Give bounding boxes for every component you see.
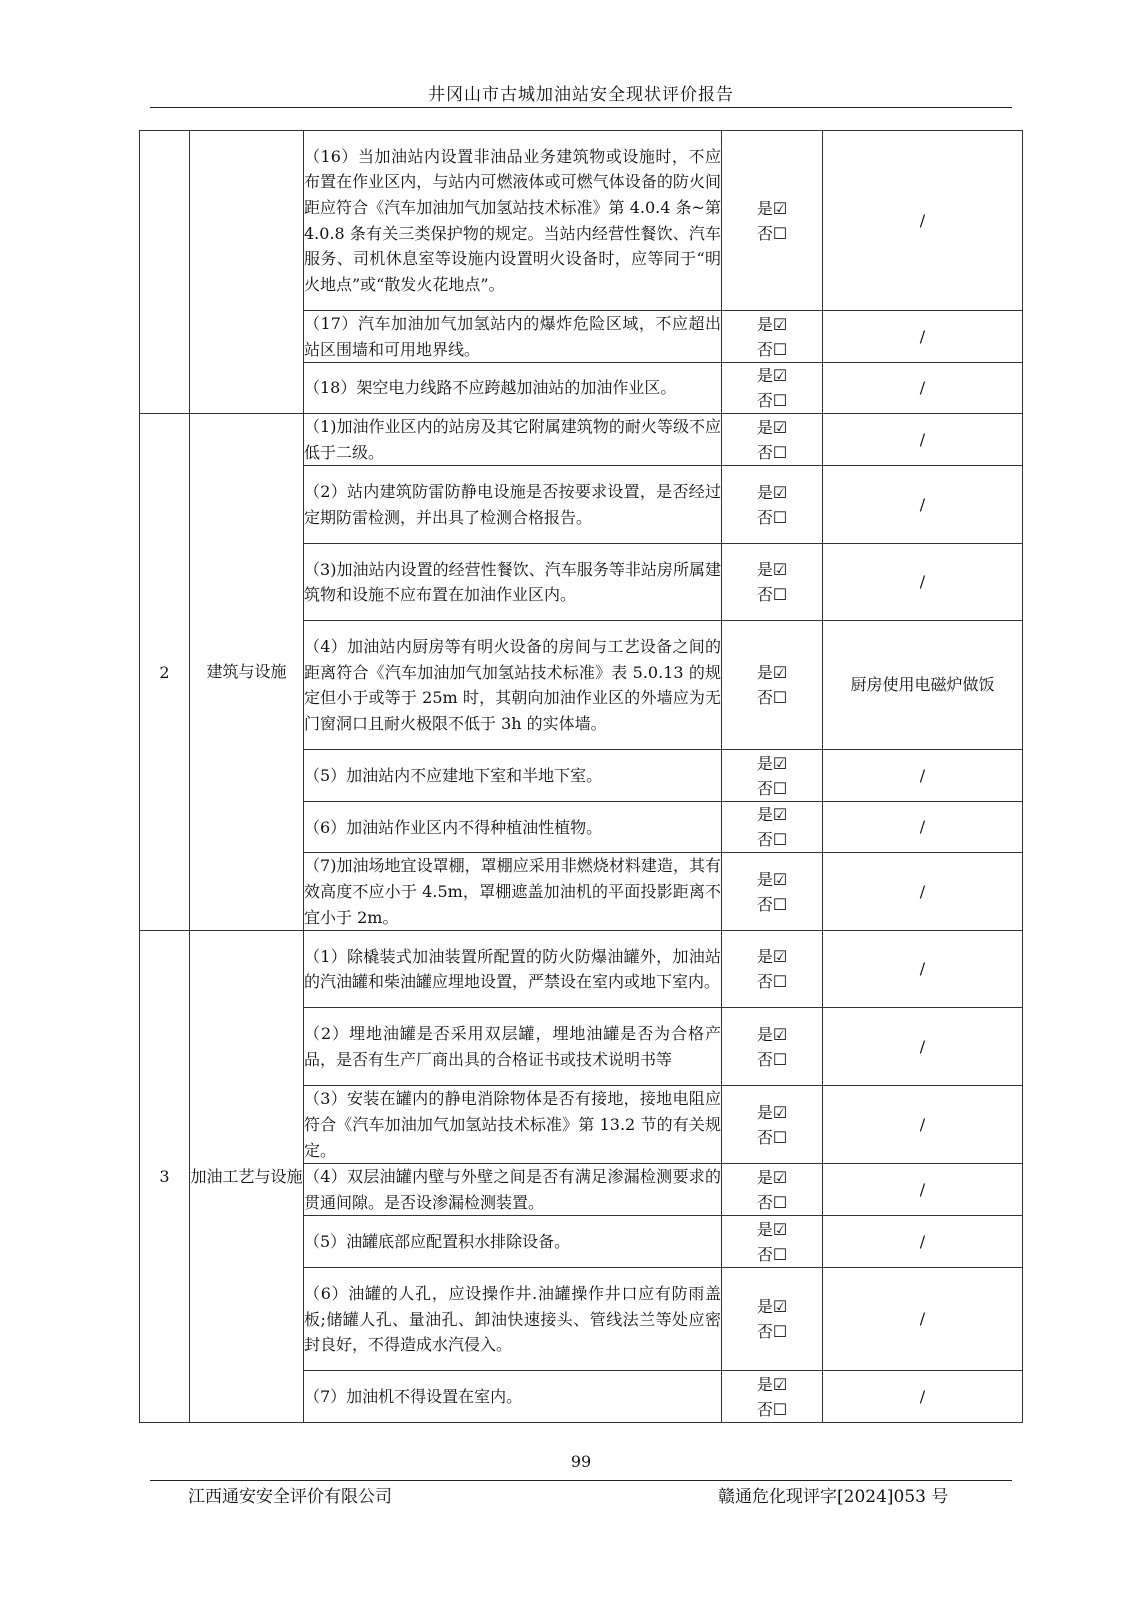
remark-cell: / [823,363,1023,414]
footer-rule [150,1480,1012,1481]
footer-doc-number: 赣通危化现评字[2024]053 号 [718,1487,949,1507]
requirement-text: （5）油罐底部应配置积水排除设备。 [304,1216,722,1268]
remark-cell: / [823,311,1023,363]
no-checkbox: 否☐ [756,688,788,708]
footer-company: 江西通安安全评价有限公司 [188,1487,392,1507]
row-number-cell [140,131,190,414]
remark-cell: / [823,414,1023,466]
check-cell [722,1268,823,1371]
no-checkbox: 否☐ [756,972,788,992]
no-checkbox: 否☐ [756,391,788,411]
check-cell [722,311,823,363]
evaluation-table [139,130,1023,1423]
remark-cell: / [823,750,1023,802]
yes-checkbox: 是☑ [756,663,788,683]
remark-cell: / [823,1268,1023,1371]
requirement-text: （4）加油站内厨房等有明火设备的房间与工艺设备之间的距离符合《汽车加油加气加氢站技术标准》表 5.0.13 的规定但小于或等于 25m 时，其朝向加油作业区的外墙应为无门窗洞口且耐火极限不低于 3h 的实体墙。 [304,621,722,750]
row-number-cell: 3 [140,931,190,1423]
remark-cell: / [823,544,1023,621]
no-checkbox: 否☐ [756,1399,788,1419]
check-cell [722,1371,823,1423]
check-cell [722,853,823,931]
requirement-text: （3）安装在罐内的静电消除物体是否有接地，接地电阻应符合《汽车加油加气加氢站技术标准》第 13.2 节的有关规定。 [304,1086,722,1164]
yes-checkbox: 是☑ [756,869,788,889]
yes-checkbox: 是☑ [756,1102,788,1122]
yes-checkbox: 是☑ [756,366,788,386]
requirement-text: （7)加油场地宜设罩棚，罩棚应采用非燃烧材料建造，其有效高度不应小于 4.5m，罩棚遮盖加油机的平面投影距离不宜小于 2m。 [304,853,722,931]
no-checkbox: 否☐ [756,442,788,462]
yes-checkbox: 是☑ [756,417,788,437]
no-checkbox: 否☐ [756,1322,788,1342]
table-row [140,131,1023,311]
requirement-text: （3)加油站内设置的经营性餐饮、汽车服务等非站房所属建筑物和设施不应布置在加油作业区内。 [304,544,722,621]
no-checkbox: 否☐ [756,1049,788,1069]
check-cell [722,131,823,311]
header-rule [150,107,1012,108]
remark-cell: / [823,802,1023,853]
yes-checkbox: 是☑ [756,314,788,334]
check-cell [722,1086,823,1164]
requirement-text: （1）除橇装式加油装置所配置的防火防爆油罐外，加油站的汽油罐和柴油罐应埋地设置，严禁设在室内或地下室内。 [304,931,722,1008]
category-cell [190,131,304,414]
requirement-text: （16）当加油站内设置非油品业务建筑物或设施时，不应布置在作业区内，与站内可燃液体或可燃气体设备的防火间距应符合《汽车加油加气加氢站技术标准》第 4.0.4 条~第 4.0.8 条有关三类保护物的规定。当站内经营性餐饮、汽车服务、司机休息室等设施内设置明火设备时，应等同于“明火地点”或“散发火花地点”。 [304,131,722,311]
no-checkbox: 否☐ [756,507,788,527]
yes-checkbox: 是☑ [756,1024,788,1044]
yes-checkbox: 是☑ [756,1167,788,1187]
requirement-text: （18）架空电力线路不应跨越加油站的加油作业区。 [304,363,722,414]
check-cell [722,414,823,466]
no-checkbox: 否☐ [756,894,788,914]
row-number-cell: 2 [140,414,190,931]
no-checkbox: 否☐ [756,339,788,359]
no-checkbox: 否☐ [756,1244,788,1264]
category-cell: 加油工艺与设施 [190,931,304,1423]
remark-cell: / [823,853,1023,931]
no-checkbox: 否☐ [756,223,788,243]
no-checkbox: 否☐ [756,585,788,605]
remark-cell: 厨房使用电磁炉做饭 [823,621,1023,750]
remark-cell: / [823,1371,1023,1423]
category-cell: 建筑与设施 [190,414,304,931]
remark-cell: / [823,1216,1023,1268]
yes-checkbox: 是☑ [756,198,788,218]
check-cell [722,466,823,544]
requirement-text: （1)加油作业区内的站房及其它附属建筑物的耐火等级不应低于二级。 [304,414,722,466]
check-cell [722,802,823,853]
yes-checkbox: 是☑ [756,560,788,580]
requirement-text: （6）加油站作业区内不得种植油性植物。 [304,802,722,853]
table-row [140,931,1023,1008]
yes-checkbox: 是☑ [756,805,788,825]
check-cell [722,621,823,750]
remark-cell: / [823,931,1023,1008]
page-header-title: 井冈山市古城加油站安全现状评价报告 [428,85,734,105]
requirement-text: （6）油罐的人孔，应设操作井.油罐操作井口应有防雨盖板;储罐人孔、量油孔、卸油快速接头、管线法兰等处应密封良好，不得造成水汽侵入。 [304,1268,722,1371]
table-row [140,414,1023,466]
no-checkbox: 否☐ [756,778,788,798]
yes-checkbox: 是☑ [756,482,788,502]
remark-cell: / [823,1086,1023,1164]
check-cell [722,544,823,621]
no-checkbox: 否☐ [756,830,788,850]
requirement-text: （2）埋地油罐是否采用双层罐，埋地油罐是否为合格产品，是否有生产厂商出具的合格证书或技术说明书等 [304,1008,722,1086]
check-cell [722,750,823,802]
requirement-text: （17）汽车加油加气加氢站内的爆炸危险区域，不应超出站区围墙和可用地界线。 [304,311,722,363]
yes-checkbox: 是☑ [756,1374,788,1394]
yes-checkbox: 是☑ [756,753,788,773]
requirement-text: （4）双层油罐内壁与外壁之间是否有满足渗漏检测要求的贯通间隙。是否设渗漏检测装置。 [304,1164,722,1216]
check-cell [722,363,823,414]
yes-checkbox: 是☑ [756,1297,788,1317]
remark-cell: / [823,1008,1023,1086]
yes-checkbox: 是☑ [756,947,788,967]
page-number: 99 [570,1452,592,1471]
requirement-text: （2）站内建筑防雷防静电设施是否按要求设置，是否经过定期防雷检测，并出具了检测合格报告。 [304,466,722,544]
no-checkbox: 否☐ [756,1192,788,1212]
requirement-text: （7）加油机不得设置在室内。 [304,1371,722,1423]
remark-cell: / [823,1164,1023,1216]
no-checkbox: 否☐ [756,1127,788,1147]
remark-cell: / [823,131,1023,311]
check-cell [722,1008,823,1086]
remark-cell: / [823,466,1023,544]
check-cell [722,1216,823,1268]
yes-checkbox: 是☑ [756,1219,788,1239]
requirement-text: （5）加油站内不应建地下室和半地下室。 [304,750,722,802]
check-cell [722,1164,823,1216]
check-cell [722,931,823,1008]
